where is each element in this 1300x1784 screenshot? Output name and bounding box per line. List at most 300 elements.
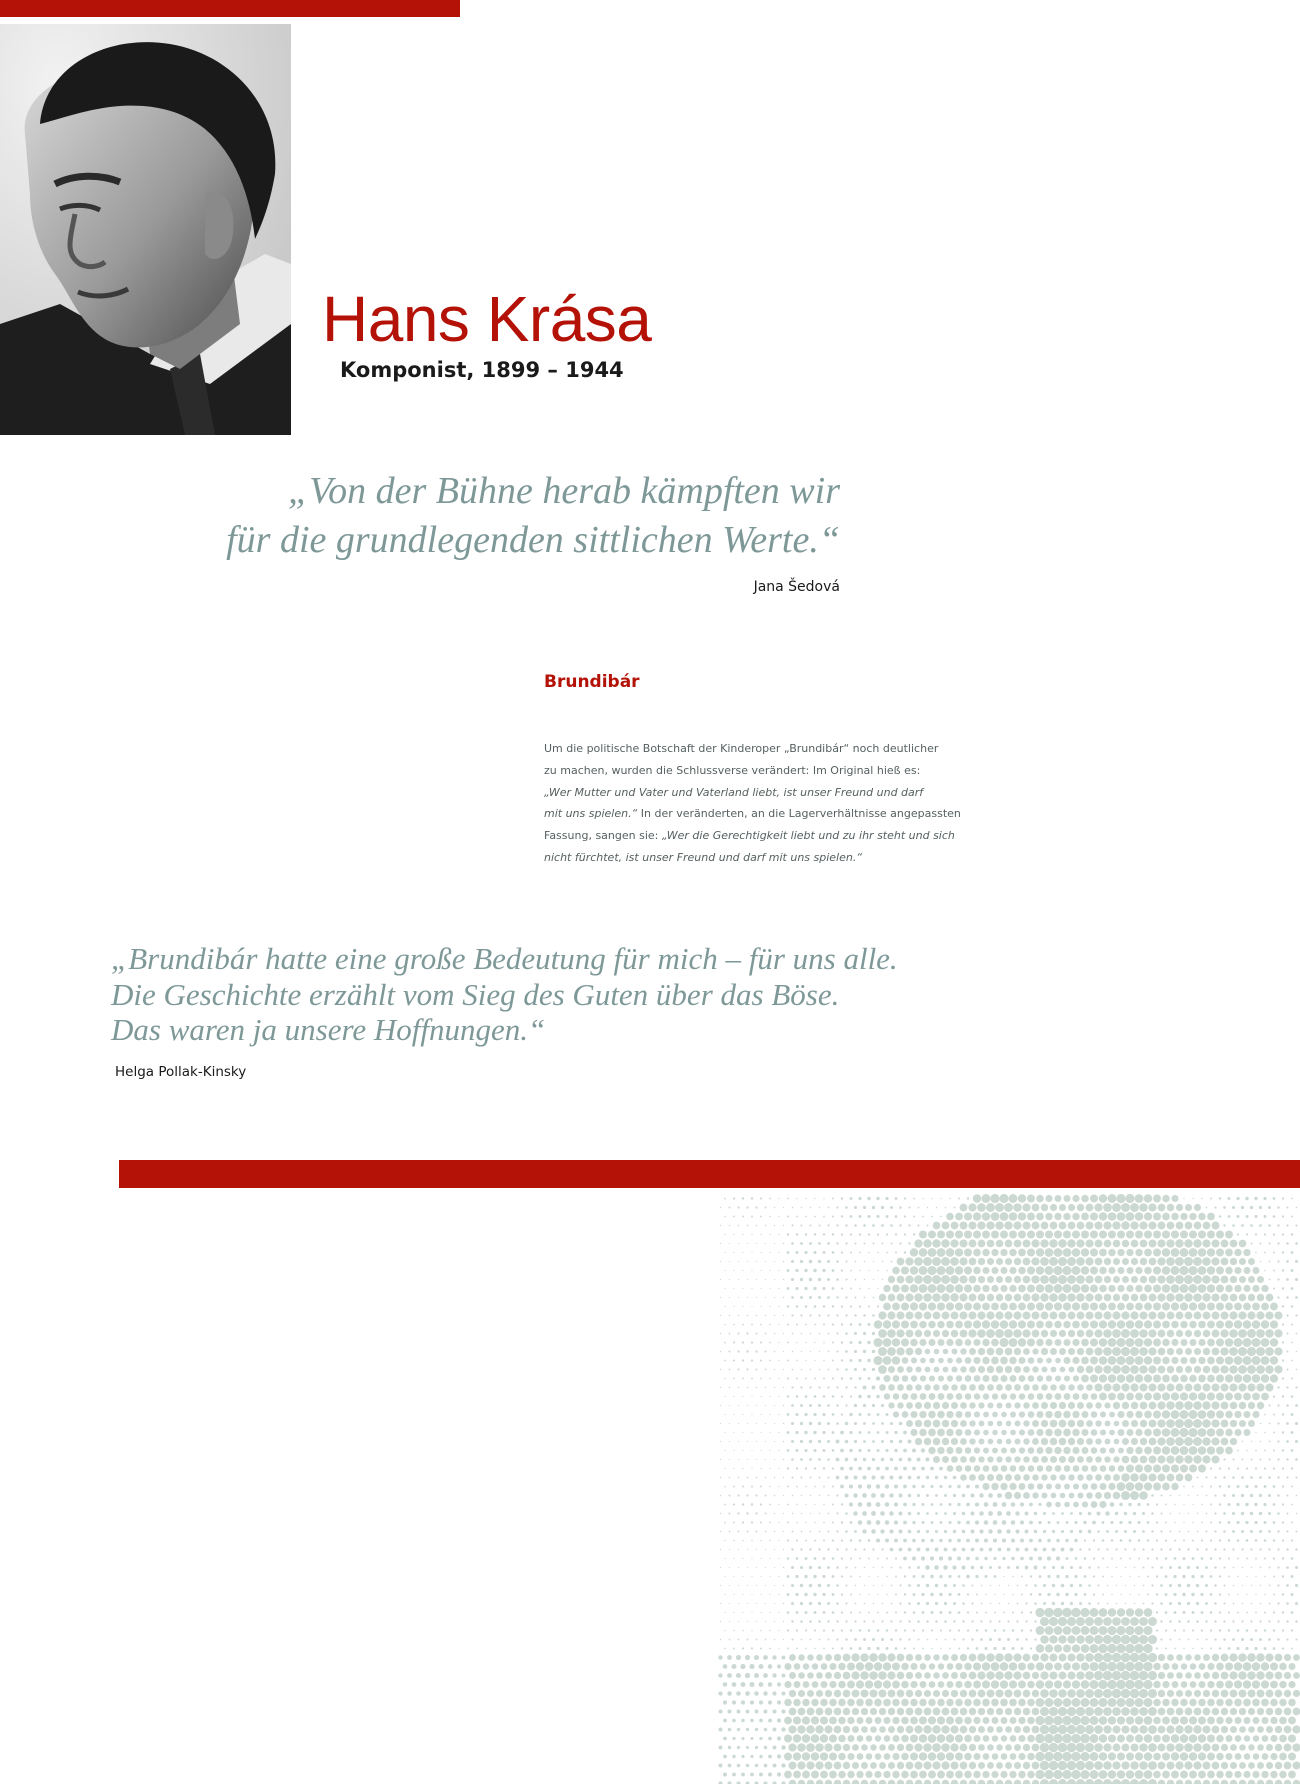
halftone-dot	[1194, 1348, 1201, 1355]
halftone-dot	[1292, 1743, 1300, 1751]
halftone-dot	[1166, 1437, 1175, 1446]
halftone-dot	[760, 1594, 761, 1595]
halftone-dot	[935, 1584, 939, 1588]
halftone-dot	[783, 1279, 785, 1281]
halftone-dot	[1216, 1302, 1224, 1310]
halftone-dot	[967, 1197, 969, 1199]
halftone-dot	[1170, 1531, 1172, 1533]
halftone-dot	[1277, 1602, 1279, 1604]
halftone-dot	[1158, 1312, 1166, 1320]
halftone-dot	[1080, 1716, 1089, 1725]
halftone-dot	[862, 1493, 867, 1498]
halftone-dot	[1085, 1635, 1094, 1644]
halftone-dot	[1116, 1680, 1125, 1689]
halftone-dot	[1117, 1608, 1125, 1616]
halftone-dot	[1072, 1284, 1081, 1293]
halftone-dot	[1238, 1383, 1246, 1391]
halftone-dot	[1139, 1671, 1148, 1680]
halftone-dot	[796, 1342, 798, 1344]
halftone-dot	[1202, 1437, 1211, 1446]
halftone-dot	[1037, 1357, 1043, 1363]
halftone-dot	[1041, 1402, 1048, 1409]
halftone-dot	[923, 1275, 932, 1284]
halftone-dot	[1076, 1239, 1084, 1247]
halftone-dot	[1216, 1681, 1224, 1689]
halftone-dot	[1010, 1430, 1016, 1436]
halftone-dot	[1166, 1725, 1174, 1733]
halftone-dot	[800, 1242, 803, 1245]
halftone-dot	[1133, 1530, 1136, 1533]
halftone-dot	[1248, 1402, 1255, 1409]
halftone-dot	[1095, 1240, 1103, 1248]
halftone-dot	[1023, 1438, 1029, 1444]
halftone-dot	[872, 1332, 875, 1335]
halftone-dot	[1205, 1602, 1208, 1605]
halftone-dot	[791, 1386, 793, 1388]
halftone-dot	[841, 1629, 843, 1631]
halftone-dot	[1086, 1330, 1094, 1338]
halftone-dot	[1264, 1539, 1267, 1542]
halftone-dot	[938, 1375, 944, 1381]
halftone-dot	[793, 1752, 801, 1760]
halftone-dot	[1030, 1647, 1032, 1649]
halftone-dot	[836, 1386, 838, 1388]
halftone-dot	[850, 1576, 852, 1578]
halftone-dot	[986, 1653, 995, 1662]
halftone-dot	[1045, 1644, 1053, 1652]
halftone-dot	[1207, 1735, 1215, 1743]
halftone-dot	[995, 1689, 1003, 1697]
halftone-dot	[1198, 1771, 1206, 1779]
halftone-dot	[877, 1270, 878, 1271]
halftone-dot	[973, 1194, 982, 1203]
halftone-dot	[1207, 1284, 1215, 1292]
halftone-dot	[919, 1716, 927, 1724]
halftone-dot	[1139, 1779, 1148, 1784]
halftone-dot	[825, 1654, 832, 1661]
halftone-dot	[1261, 1662, 1269, 1670]
halftone-dot	[1248, 1708, 1255, 1715]
halftone-dot	[783, 1423, 785, 1425]
halftone-dot	[1119, 1503, 1122, 1506]
halftone-dot	[1169, 1620, 1172, 1623]
halftone-dot	[1225, 1681, 1233, 1689]
halftone-dot	[1266, 1744, 1273, 1751]
halftone-dot	[1090, 1356, 1098, 1364]
halftone-dot	[1090, 1608, 1099, 1617]
halftone-dot	[982, 1249, 989, 1256]
halftone-dot	[1243, 1249, 1250, 1256]
halftone-dot	[832, 1269, 835, 1272]
halftone-dot	[1293, 1780, 1300, 1784]
halftone-dot	[1268, 1206, 1271, 1209]
halftone-dot	[936, 1207, 937, 1208]
halftone-dot	[804, 1287, 807, 1290]
halftone-dot	[1099, 1194, 1108, 1203]
halftone-dot	[1121, 1365, 1130, 1374]
halftone-dot	[1104, 1456, 1110, 1462]
halftone-dot	[733, 1612, 734, 1613]
halftone-dot	[940, 1629, 942, 1631]
halftone-dot	[823, 1378, 825, 1380]
halftone-dot	[774, 1567, 775, 1568]
halftone-dot	[1194, 1690, 1201, 1697]
halftone-dot	[1074, 1521, 1077, 1524]
halftone-dot	[1171, 1321, 1179, 1329]
halftone-dot	[919, 1284, 928, 1293]
halftone-dot	[1139, 1653, 1148, 1662]
halftone-dot	[800, 1260, 803, 1263]
halftone-dot	[854, 1386, 856, 1388]
halftone-dot	[904, 1611, 906, 1613]
halftone-dot	[1223, 1620, 1225, 1622]
halftone-dot	[886, 1576, 888, 1578]
halftone-dot	[809, 1296, 812, 1299]
halftone-dot	[1282, 1521, 1284, 1523]
halftone-dot	[787, 1287, 790, 1290]
halftone-dot	[951, 1690, 958, 1697]
halftone-dot	[814, 1378, 816, 1380]
halftone-dot	[985, 1575, 988, 1578]
halftone-dot	[774, 1225, 775, 1226]
halftone-dot	[982, 1717, 989, 1724]
halftone-dot	[732, 1755, 735, 1758]
halftone-dot	[1046, 1393, 1053, 1400]
halftone-dot	[774, 1405, 775, 1406]
halftone-dot	[1202, 1239, 1210, 1247]
halftone-dot	[805, 1198, 806, 1199]
halftone-dot	[807, 1708, 815, 1716]
halftone-dot	[1090, 1770, 1099, 1779]
halftone-dot	[1166, 1743, 1174, 1751]
halftone-dot	[1256, 1653, 1265, 1662]
halftone-dot	[1045, 1248, 1054, 1257]
halftone-dot	[1153, 1428, 1161, 1436]
halftone-dot	[1143, 1567, 1145, 1569]
halftone-dot	[879, 1780, 887, 1784]
halftone-dot	[1275, 1762, 1282, 1769]
halftone-dot	[1104, 1492, 1111, 1499]
halftone-dot	[1138, 1576, 1140, 1578]
halftone-dot	[1198, 1446, 1207, 1455]
halftone-dot	[733, 1396, 734, 1397]
halftone-dot	[816, 1690, 823, 1697]
halftone-dot	[872, 1638, 875, 1641]
halftone-dot	[891, 1603, 893, 1605]
halftone-dot	[1184, 1293, 1193, 1302]
halftone-dot	[1273, 1395, 1275, 1397]
halftone-dot	[955, 1248, 963, 1256]
halftone-dot	[1180, 1699, 1187, 1706]
halftone-dot	[1058, 1707, 1067, 1716]
halftone-dot	[1261, 1374, 1269, 1382]
halftone-dot	[1162, 1483, 1170, 1491]
halftone-dot	[957, 1503, 960, 1506]
halftone-dot	[1117, 1393, 1125, 1401]
halftone-dot	[1165, 1648, 1167, 1650]
halftone-dot	[1015, 1511, 1019, 1515]
halftone-dot	[859, 1288, 861, 1290]
halftone-dot	[827, 1476, 829, 1478]
halftone-dot	[1185, 1330, 1192, 1337]
halftone-dot	[787, 1557, 790, 1560]
halftone-dot	[1086, 1348, 1094, 1356]
halftone-dot	[1112, 1221, 1120, 1229]
halftone-dot	[1037, 1375, 1043, 1381]
halftone-dot	[1108, 1483, 1115, 1490]
halftone-dot	[774, 1261, 775, 1262]
halftone-dot	[1007, 1638, 1010, 1641]
halftone-dot	[1268, 1458, 1270, 1460]
halftone-dot	[1244, 1753, 1251, 1760]
halftone-dot	[1036, 1680, 1045, 1689]
halftone-dot	[1066, 1521, 1069, 1524]
halftone-dot	[838, 1663, 846, 1671]
halftone-dot	[984, 1502, 989, 1507]
halftone-dot	[778, 1522, 779, 1523]
halftone-dot	[1076, 1617, 1085, 1626]
halftone-dot	[942, 1690, 949, 1697]
halftone-dot	[791, 1476, 793, 1478]
halftone-dot	[901, 1681, 909, 1689]
halftone-dot	[1172, 1681, 1179, 1688]
halftone-dot	[882, 1243, 884, 1245]
halftone-dot	[978, 1294, 986, 1302]
halftone-dot	[1049, 1707, 1058, 1716]
halftone-dot	[1094, 1779, 1103, 1784]
halftone-dot	[1131, 1276, 1138, 1283]
halftone-dot	[969, 1240, 977, 1248]
halftone-dot	[1103, 1311, 1111, 1319]
halftone-dot	[822, 1287, 825, 1290]
halftone-dot	[969, 1258, 977, 1266]
halftone-dot	[946, 1411, 953, 1418]
halftone-dot	[1269, 1441, 1271, 1443]
halftone-dot	[1176, 1222, 1184, 1230]
halftone-dot	[1282, 1575, 1284, 1577]
halftone-dot	[1018, 1249, 1026, 1257]
halftone-dot	[769, 1288, 770, 1289]
halftone-dot	[1153, 1681, 1161, 1689]
halftone-dot	[917, 1584, 920, 1587]
halftone-dot	[1211, 1455, 1219, 1463]
halftone-dot	[1103, 1779, 1112, 1784]
halftone-dot	[1228, 1215, 1231, 1218]
halftone-dot	[1073, 1465, 1080, 1472]
halftone-dot	[1126, 1752, 1134, 1760]
halftone-dot	[1206, 1495, 1208, 1497]
halftone-dot	[1095, 1456, 1102, 1463]
halftone-dot	[1291, 1395, 1294, 1398]
halftone-dot	[783, 1243, 784, 1244]
halftone-dot	[1210, 1467, 1212, 1469]
halftone-dot	[1082, 1483, 1088, 1489]
halftone-dot	[841, 1215, 843, 1217]
halftone-dot	[1036, 1429, 1043, 1436]
halftone-dot	[975, 1575, 978, 1578]
halftone-dot	[804, 1575, 807, 1578]
halftone-dot	[915, 1366, 921, 1372]
halftone-dot	[765, 1279, 766, 1280]
halftone-dot	[1221, 1276, 1229, 1284]
halftone-dot	[1282, 1395, 1284, 1397]
body-text-run: Fassung, sangen sie:	[544, 829, 662, 843]
halftone-dot	[942, 1420, 950, 1428]
halftone-dot	[1242, 1441, 1243, 1442]
halftone-dot	[973, 1735, 980, 1742]
halftone-dot	[873, 1261, 874, 1262]
halftone-dot	[1139, 1491, 1148, 1500]
halftone-dot	[1230, 1240, 1238, 1248]
halftone-dot	[747, 1315, 748, 1316]
halftone-dot	[1228, 1611, 1230, 1613]
halftone-dot	[876, 1376, 880, 1380]
halftone-dot	[1079, 1566, 1082, 1569]
halftone-dot	[995, 1221, 1003, 1229]
halftone-dot	[1244, 1735, 1250, 1741]
halftone-dot	[1014, 1384, 1021, 1391]
halftone-dot	[983, 1448, 989, 1454]
halftone-dot	[969, 1708, 976, 1715]
halftone-dot	[872, 1368, 875, 1371]
halftone-dot	[1151, 1494, 1154, 1497]
halftone-dot	[1279, 1663, 1286, 1670]
halftone-dot	[1259, 1620, 1261, 1622]
halftone-dot	[956, 1357, 962, 1363]
halftone-dot	[942, 1672, 949, 1679]
halftone-dot	[1131, 1438, 1138, 1445]
halftone-dot	[885, 1538, 889, 1542]
halftone-dot	[889, 1493, 893, 1497]
halftone-dot	[960, 1348, 966, 1354]
halftone-dot	[856, 1680, 864, 1688]
halftone-dot	[1263, 1503, 1266, 1506]
halftone-dot	[1135, 1411, 1142, 1418]
halftone-dot	[1255, 1432, 1256, 1433]
halftone-dot	[960, 1438, 967, 1445]
halftone-dot	[800, 1278, 803, 1281]
halftone-dot	[1254, 1215, 1257, 1218]
halftone-dot	[1188, 1639, 1190, 1641]
halftone-dot	[1247, 1365, 1256, 1374]
halftone-dot	[969, 1654, 977, 1662]
halftone-dot	[1183, 1629, 1185, 1631]
halftone-dot	[774, 1513, 776, 1515]
halftone-dot	[859, 1377, 862, 1380]
halftone-dot	[1189, 1752, 1198, 1761]
halftone-dot	[928, 1302, 936, 1310]
halftone-dot	[1165, 1557, 1168, 1560]
halftone-dot	[737, 1512, 739, 1514]
halftone-dot	[1116, 1194, 1125, 1203]
halftone-dot	[877, 1288, 878, 1289]
halftone-dot	[1079, 1512, 1082, 1515]
halftone-dot	[878, 1347, 887, 1356]
halftone-dot	[820, 1734, 828, 1742]
halftone-dot	[1054, 1429, 1062, 1437]
halftone-dot	[792, 1531, 794, 1533]
halftone-dot	[1162, 1464, 1170, 1472]
halftone-dot	[1085, 1725, 1094, 1734]
halftone-dot	[1277, 1224, 1279, 1226]
halftone-dot	[944, 1602, 947, 1605]
halftone-dot	[1245, 1647, 1248, 1650]
halftone-dot	[841, 1287, 843, 1289]
halftone-dot	[1202, 1275, 1211, 1284]
halftone-dot	[1050, 1402, 1057, 1409]
halftone-dot	[1023, 1672, 1031, 1680]
halftone-dot	[1054, 1302, 1062, 1310]
halftone-dot	[1234, 1699, 1242, 1707]
halftone-dot	[1046, 1358, 1052, 1364]
halftone-dot	[1247, 1689, 1255, 1697]
halftone-dot	[1040, 1239, 1048, 1247]
halftone-dot	[733, 1270, 734, 1271]
halftone-dot	[1094, 1365, 1102, 1373]
halftone-dot	[1175, 1455, 1183, 1463]
halftone-dot	[935, 1494, 938, 1497]
halftone-dot	[1198, 1266, 1207, 1275]
halftone-dot	[1089, 1680, 1098, 1689]
halftone-dot	[1041, 1384, 1048, 1391]
halftone-dot	[729, 1369, 731, 1371]
halftone-dot	[774, 1603, 775, 1604]
halftone-dot	[1270, 1374, 1278, 1382]
halftone-dot	[969, 1744, 976, 1751]
halftone-dot	[1081, 1680, 1090, 1689]
halftone-dot	[1192, 1648, 1194, 1650]
halftone-dot	[1115, 1548, 1117, 1550]
halftone-dot	[1260, 1441, 1261, 1442]
halftone-dot	[937, 1447, 944, 1454]
halftone-dot	[720, 1279, 721, 1280]
halftone-dot	[1275, 1726, 1282, 1733]
halftone-dot	[1023, 1240, 1031, 1248]
halftone-dot	[964, 1735, 972, 1743]
halftone-dot	[1111, 1539, 1114, 1542]
halftone-dot	[1072, 1698, 1081, 1707]
halftone-dot	[1282, 1197, 1284, 1199]
halftone-dot	[1165, 1611, 1168, 1614]
halftone-dot	[966, 1557, 970, 1561]
halftone-dot	[890, 1422, 893, 1425]
halftone-dot	[1140, 1294, 1148, 1302]
halftone-dot	[855, 1603, 857, 1605]
halftone-dot	[1189, 1357, 1196, 1364]
halftone-dot	[1237, 1215, 1240, 1218]
halftone-dot	[1072, 1339, 1079, 1346]
halftone-dot	[1269, 1585, 1271, 1587]
halftone-dot	[993, 1557, 996, 1560]
halftone-dot	[1147, 1503, 1150, 1506]
halftone-dot	[1050, 1204, 1057, 1211]
halftone-dot	[724, 1432, 725, 1433]
halftone-dot	[901, 1266, 909, 1274]
halftone-dot	[937, 1248, 946, 1257]
halftone-dot	[1238, 1653, 1247, 1662]
halftone-dot	[1201, 1648, 1203, 1650]
halftone-dot	[787, 1342, 789, 1344]
halftone-dot	[823, 1449, 826, 1452]
halftone-dot	[796, 1305, 799, 1308]
halftone-dot	[1038, 1539, 1042, 1543]
halftone-dot	[942, 1456, 949, 1463]
halftone-dot	[742, 1432, 743, 1433]
halftone-dot	[787, 1413, 790, 1416]
halftone-dot	[811, 1752, 820, 1761]
halftone-dot	[751, 1468, 752, 1469]
halftone-dot	[1264, 1594, 1266, 1596]
